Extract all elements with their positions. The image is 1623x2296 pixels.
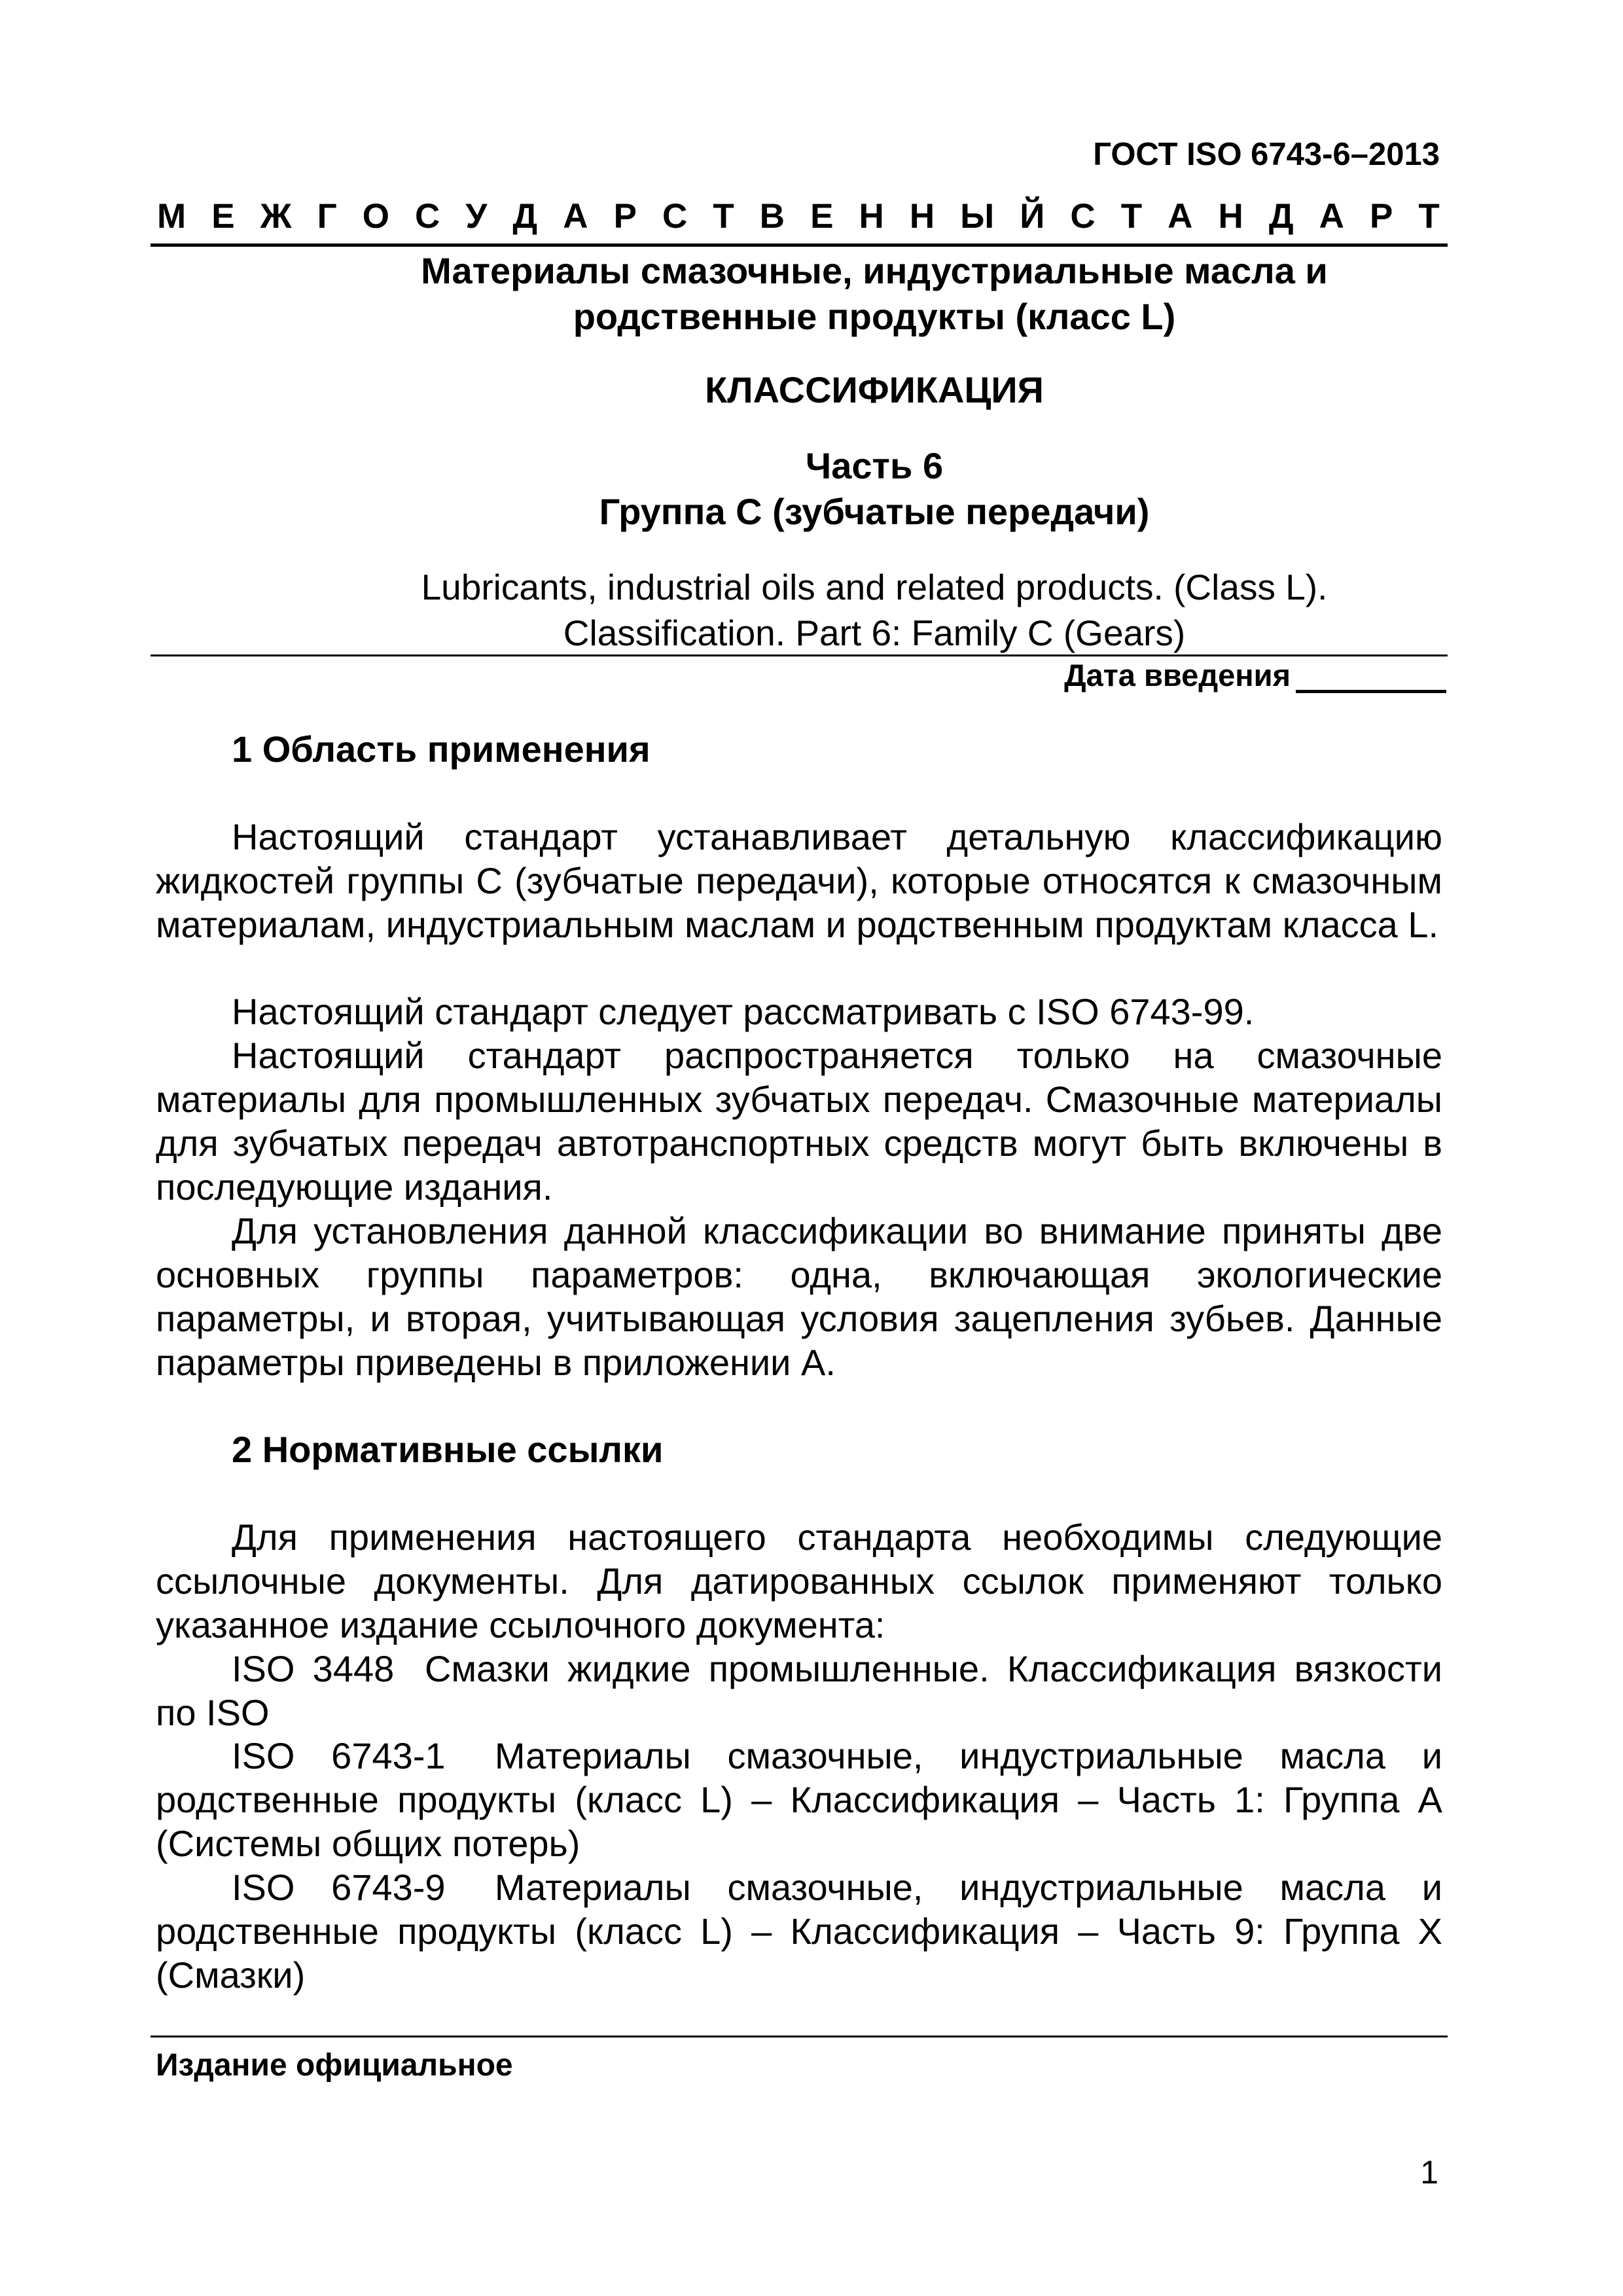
banner-letter: С <box>415 197 440 236</box>
document-code: ГОСТ ISO 6743-6–2013 <box>1093 137 1440 172</box>
footer-rule <box>151 2036 1448 2037</box>
banner-letter: Т <box>713 197 734 236</box>
reference-item <box>156 1647 1442 1734</box>
banner-letter: О <box>362 197 389 236</box>
banner-letter: М <box>157 197 187 236</box>
banner-letter: У <box>465 197 488 236</box>
banner-letter: Ж <box>260 197 292 236</box>
reference-text: Материалы смазочные, индустриальные масла и родственные продукты (класс L) – Классификация – Часть 1: Группа А (Системы общих потерь) <box>156 1735 1442 1864</box>
banner-letter: Ы <box>960 197 995 236</box>
banner-letter: Е <box>211 197 235 236</box>
banner-letter: Т <box>1418 197 1440 236</box>
reference-item <box>156 1734 1442 1865</box>
banner-letter: Н <box>1218 197 1243 236</box>
header-rule <box>151 243 1448 247</box>
introduction-date <box>1064 657 1446 693</box>
english-title-line-2: Classification. Part 6: Family C (Gears) <box>563 613 1186 653</box>
introduction-date-blank <box>1296 662 1446 693</box>
banner-letter: С <box>662 197 688 236</box>
reference-code: ISO 3448 <box>232 1648 395 1689</box>
group-heading: Группа С (зубчатые передачи) <box>599 491 1150 532</box>
classification-heading: КЛАССИФИКАЦИЯ <box>705 369 1044 410</box>
reference-code: ISO 6743-9 <box>232 1867 446 1908</box>
reference-text: Смазки жидкие промышленные. Классификация вязкости по ISO <box>156 1648 1442 1733</box>
banner-letter: Р <box>613 197 637 236</box>
banner-letter: В <box>759 197 785 236</box>
official-edition-label: Издание официальное <box>156 2048 513 2083</box>
section-2-intro: Для применения настоящего стандарта необходимы следующие ссылочные документы. Для датированных ссылок применяют только указанное издание ссылочного документа: <box>156 1516 1442 1645</box>
banner-letter: Т <box>1120 197 1143 236</box>
banner-letter: Н <box>909 197 935 236</box>
title-rule <box>151 655 1448 656</box>
banner-letter: Д <box>1268 197 1294 236</box>
banner-letter: Р <box>1369 197 1393 236</box>
section-1-paragraph: Для установления данной классификации во внимание приняты две основных группы параметров: одна, включающая экологические параметры, и вторая, учитывающая условия зацепления зубьев. Данные параметры приведены в приложении А. <box>156 1210 1442 1383</box>
section-2-heading: 2 Нормативные ссылки <box>232 1429 664 1470</box>
banner-letter: Й <box>1020 197 1045 236</box>
section-1-paragraph: Настоящий стандарт распространяется только на смазочные материалы для промышленных зубчатых передач. Смазочные материалы для зубчатых передач автотранспортных средств могут быть включены в последующие издания. <box>156 1035 1442 1208</box>
banner-letter: Е <box>810 197 834 236</box>
introduction-date-label: Дата введения <box>1064 658 1291 692</box>
reference-code: ISO 6743-1 <box>232 1735 446 1776</box>
reference-text: Материалы смазочные, индустриальные масла и родственные продукты (класс L) – Классификация – Часть 9: Группа Х (Смазки) <box>156 1867 1442 1996</box>
banner-letter: А <box>1319 197 1344 236</box>
section-1-heading: 1 Область применения <box>232 728 651 770</box>
banner-letter: С <box>1070 197 1096 236</box>
banner-letter: Д <box>512 197 538 236</box>
part-heading: Часть 6 <box>805 445 944 486</box>
title-line-2: родственные продукты (класс L) <box>573 296 1176 337</box>
section-1-paragraph: Настоящий стандарт следует рассматривать с ISO 6743-99. <box>232 991 1255 1032</box>
reference-item <box>156 1865 1442 1997</box>
title-line-1: Материалы смазочные, индустриальные масла и <box>421 250 1328 291</box>
page-number: 1 <box>1420 2154 1438 2191</box>
banner-letter: Н <box>859 197 884 236</box>
banner-letter: Г <box>317 197 337 236</box>
banner-letter: А <box>1168 197 1193 236</box>
interstate-standard-banner <box>157 196 1440 236</box>
section-1-paragraph: Настоящий стандарт устанавливает детальную классификацию жидкостей группы С (зубчатые передачи), которые относятся к смазочным материалам, индустриальным маслам и родственным продуктам класса L. <box>156 816 1442 945</box>
banner-letter: А <box>563 197 588 236</box>
english-title-line-1: Lubricants, industrial oils and related products. (Class L). <box>421 567 1328 607</box>
